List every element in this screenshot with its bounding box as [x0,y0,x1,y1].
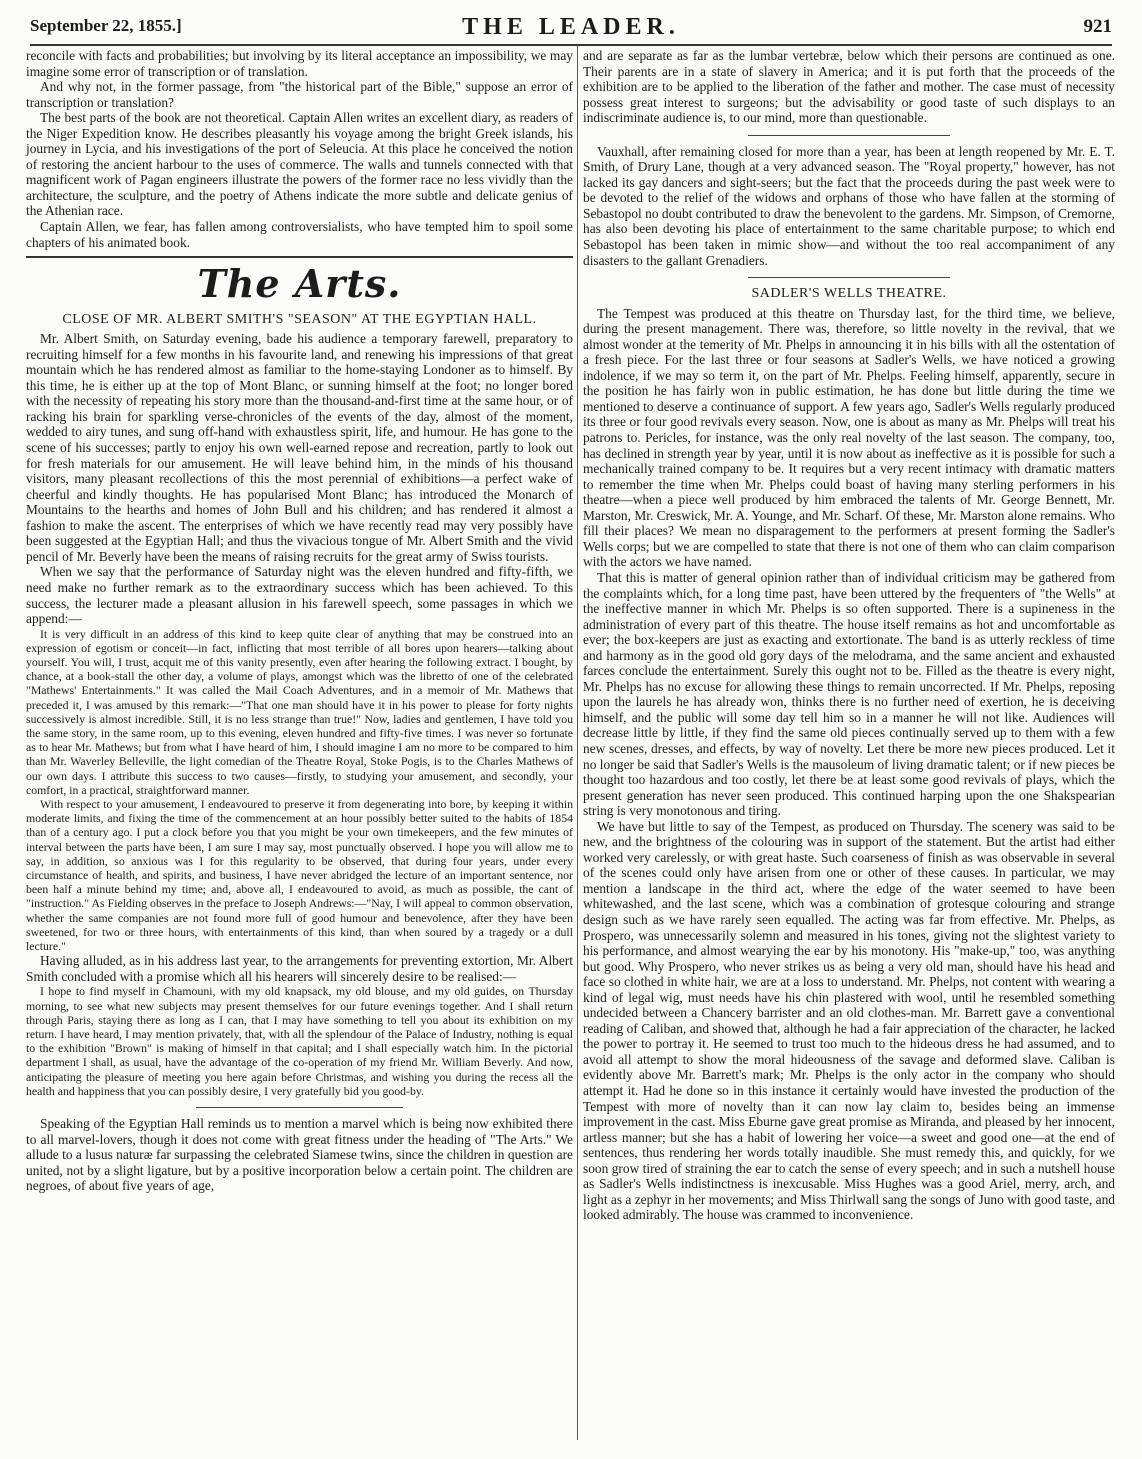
paragraph: Speaking of the Egyptian Hall reminds us to mention a marvel which is being now exhibited there to all marvel-lovers, though it does not come with great fitness under the heading of "The Arts." We allude to a lusus naturæ far surpassing the celebrated Siamese twins, since the children in question are united, not by a slight ligature, but by a positive incorporation below a certain point. The children are negroes, of about five years of age, [26,1115,573,1194]
page-header [30,14,1112,44]
column-divider [577,46,578,1440]
right-column [583,48,1115,1223]
section-title: The Arts. [197,261,402,307]
paragraph: That this is matter of general opinion rather than of individual criticism may be gathered from the complaints which, for a long time past, have been uttered by the frequenters of "the Wells" at the ineffective manner in which Mr. Phelps is so often supported. There is a supineness in the administration of every part of this theatre. The house itself remains as hot and uncomfortable as ever; the box-keepers are just as exacting and extortionate. The band is as utterly reckless of time and harmony as in the good old gory days of the melodrama, and the same ancient and exhausted farces conclude the entertainment. Surely this ought not to be. Filled as the theatre is every night, Mr. Phelps has no excuse for allowing these things to remain uncorrected. If Mr. Phelps, reposing upon the laurels he has already won, thinks there is no further need of exertion, he is deceiving himself, and the public will some day tell him so in a manner he will not like. Audiences will decrease little by little, if they find the same old pieces continually served up to them with a few new scenes, dresses, and effects, by way of novelty. Let there be more new pieces produced. Let it no longer be said that Sadler's Wells is the mausoleum of living dramatic talent; or if new pieces be thought too hazardous and too costly, let there be at least some good revivals of plays, which the present generation has never seen produced. This continued harping upon the one Shakspearian string is very monotonous and tiring. [583,569,1115,819]
newspaper-title: THE LEADER. [462,14,680,40]
quote-paragraph: It is very difficult in an address of this kind to keep quite clear of anything that may be construed into an expression of egotism or conceit—in fact, inflicting that most terrible of all bores upon hearers—talking about yourself. You will, I trust, acquit me of this vanity presently, even after hearing the following extract. I bought, by chance, at a book-stall the other day, a volume of plays, amongst which was the libretto of one of the celebrated "Mathews' Entertainments." It was called the Mail Coach Adventures, and in a memoir of Mr. Mathews that preceded it, I was amused by this remark:—"That one man should have it in his power to please for forty nights successively is almost incredible. Still, it is no less strange than true!" Now, ladies and gentlemen, I have told you the same story, in the same room, up to this evening, eleven hundred and fifty-five times. I was never so fortunate as to hear Mr. Mathews; but from what I have heard of him, I should imagine I am no more to be compared to him than Mr. Waverley Belleville, the light comedian of the Theatre Royal, Stoke Pogis, is to the Charles Mathews of our own days. I attribute this success to two causes—firstly, to studying your amusement, and secondly, your comfort, in a practical, straightforward manner. [26,626,573,797]
left-column [26,48,573,1194]
paragraph: Captain Allen, we fear, has fallen among controversialists, who have tempted him to spoil some chapters of his animated book. [26,219,573,250]
paragraph: Vauxhall, after remaining closed for more than a year, has been at length reopened by Mr. E. T. Smith, of Drury Lane, though at a very advanced season. The "Royal property," however, has not lacked its gay dancers and sight-seers; but the fact that the proceeds during the past week were to be devoted to the relief of the widows and orphans of those who have fallen at the storming of Sebastopol no doubt contributed to draw the benevolent to the gardens. Mr. Simpson, of Cremorne, has also been devoting his place of entertainment to the same charitable purpose; to which end Sebastopol has been taken in mimic show—and without the too real accompaniment of any disasters to the gallant Grenadiers. [583,143,1115,268]
paragraph: and are separate as far as the lumbar vertebræ, below which their persons are continued as one. Their parents are in a state of slavery in America; and it is put forth that the proceeds of the exhibition are to be applied to the liberation of the father and mother. The case must of necessity possess great interest to surgeons; but the advisability or good taste of such displays to an indiscriminate audience is, to our mind, more than questionable. [583,48,1115,126]
page-number: 921 [1083,16,1112,37]
paragraph: Having alluded, as in his address last year, to the arrangements for preventing extortion, Mr. Albert Smith concluded with a promise which all his hearers will sincerely desire to be realised:— [26,953,573,984]
header-rule [30,44,1112,46]
separator-rule [196,1107,404,1108]
paragraph: We have but little to say of the Tempest, as produced on Thursday. The scenery was said to be new, and the brightness of the colouring was in support of the statement. But the artist had either worked very carelessly, or with great haste. Such coarseness of finish as was observable in several of the scenes could only have arisen from one or other of these causes. In particular, we may mention a landscape in the third act, where the edge of the water seemed to have been whitewashed, and the last scene, which was a combination of grotesque colouring and strange design such as we have rarely seen equalled. The acting was far from effective. Mr. Phelps, as Prospero, was unnecessarily solemn and measured in his tones, giving not the slightest variety to his performance, and almost wearying the ear by his monotony. His "make-up," too, was anything but good. Why Prospero, who never strikes us as being a very old man, should have his head and face so clothed in white hair, we are at a loss to understand. Mr. Phelps, not content with wearing a kind of legal wig, must needs have his chin plastered with wool, until he resembled something undecided between a Chancery barrister and an old clothes-man. Mr. Barrett gave a conventional reading of Caliban, and showed that, although he had a fair appreciation of the character, he lacked the power to portray it. He seemed to trust too much to the hideous dress he had assumed, and to avoid all attempt to show the moral hideousness of the savage and deformed slave. Caliban is evidently above Mr. Barrett's mark; Mr. Phelps is the only actor in the company who should attempt it. Had he done so in this instance it certainly would have invested the production of the Tempest with more of novelty than it can now lay claim to, besides being an immense improvement in the cast. Miss Eburne gave great promise as Miranda, and pleased by her innocent, artless manner; but she has a habit of lowering her voice—a sweet and good one—at the end of sentences, thus rendering her words totally inaudible. She must remedy this, and quickly, for we soon grow tired of straining the ear to catch the sense of every speech; and in such a nutshell house as Sadler's Wells indistinctness is inexcusable. Miss Hughes was a good Ariel, merry, arch, and light as a zephyr in her movements; and Miss Thirlwall sang the songs of Juno with good taste, and looked admirably. The house was crammed to inconvenience. [583,818,1115,1223]
quote-paragraph: With respect to your amusement, I endeavoured to preserve it from degenerating into bore, by keeping it within moderate limits, and fixing the time of the commencement at an hour possibly better suited to the habits of 1854 than of a century ago. I put a clock before you that you might be your own timekeepers, and the few minutes of interval between the parts have been, I am sure I may say, most punctually observed. I hope you will allow me to say, in addition, so anxious was I for this regularity to be observed, that during four years, under every circumstance of health, and spirits, and business, I have never abridged the lecture of an important sentence, nor been half a minute behind my time; and, above all, I endeavoured to avoid, as much as possible, the cant of "instruction." As Fielding observes in the preface to Joseph Andrews:—"Nay, I will appeal to common observation, whether the same companies are not found more full of good humour and benevolence, after they have been sweetened, for two or three hours, with entertainments of this kind, than when soured by a tragedy or a dull lecture." [26,797,573,954]
paragraph: And why not, in the former passage, from "the historical part of the Bible," suppose an error of transcription or translation? [26,79,573,110]
paragraph: reconcile with facts and probabilities; but involving by its literal acceptance an impossibility, we may imagine some error of transcription or of translation. [26,48,573,79]
article-title: SADLER'S WELLS THEATRE. [751,286,947,302]
paragraph: The best parts of the book are not theoretical. Captain Allen writes an excellent diary, as readers of the Niger Expedition know. He describes pleasantly his voyage among the bright Greek islands, his journey in Lycia, and his investigations of the port of Seleucia. At this place he conceived the notion of restoring the ancient harbour to the uses of commerce. The walls and tunnels connected with that magnificent work of Pagan engineers illustrate the powers of the former race no less vividly than the architecture, the sculpture, and the poetry of Athens indicate the more subtle and delicate genius of the Athenian race. [26,110,573,219]
issue-date: September 22, 1855.] [30,16,182,35]
paragraph: Mr. Albert Smith, on Saturday evening, bade his audience a temporary farewell, preparatory to recruiting himself for a few months in his favourite land, and renewing his impressions of that great mountain which he has rendered almost as familiar to the home-staying Londoner as to himself. By this time, he is either up at the top of Mont Blanc, or sunning himself at the foot; no longer bored with the necessity of repeating his story more than the thousand-and-first time at the same hour, or of racking his brain for sparkling verse-chronicles of the events of the day, almost of the moment, wedded to airy tunes, and sung off-hand with exhaustless spirit, life, and humour. He has gone to the scene of his successes; partly to enjoy his own well-earned repose and recreation, partly to look out for fresh materials for our amusement. He will leave behind him, in the minds of his thousand visitors, many pleasant recollections of this the most perennial of exhibitions—a perfect wake of cheerful and kindly thoughts. He has popularised Mont Blanc; has introduced the Monarch of Mountains to the hearths and homes of John Bull and his children; and has rendered it almost a fashion to make the ascent. The enterprises of which we have recently read may very possibly have been suggested at the Egyptian Hall; and thus the vivacious tongue of Mr. Albert Smith and the vivid pencil of Mr. Beverly have been the means of raising recruits for the great army of Swiss tourists. [26,331,573,564]
separator-rule [748,135,950,136]
section-rule [26,256,573,258]
separator-rule [748,277,950,278]
quote-paragraph: I hope to find myself in Chamouni, with my old knapsack, my old blouse, and my old guides, on Thursday morning, to see what new subjects may present themselves for our future evenings together. And I shall return through Paris, staying there as long as I can, that I may have something to tell you about its exhibition on my return. I have heard, I may mention privately, that, with all the splendour of the Palace of Industry, nothing is equal to the exhibition "Brown" is making of himself in that capital; and I shall especially watch him. In the pictorial department I shall, as usual, have the advantage of the co-operation of my friend Mr. William Beverly. And now, anticipating the pleasure of meeting you here again before Christmas, and wishing you during the recess all the health and happiness that you can possibly desire, I very gratefully bid you good-by. [26,984,573,1098]
paragraph: The Tempest was produced at this theatre on Thursday last, for the third time, we believe, during the present management. There was, therefore, so little novelty in the revival, that we almost wonder at the temerity of Mr. Phelps in announcing it in his bills with all the ostentation of a fresh piece. For the last three or four seasons at Sadler's Wells, we have noticed a growing indolence, if we may so term it, on the part of Mr. Phelps. Feeling himself, apparently, secure in the position he has fairly won in public estimation, he has done but little during the time we mentioned to deserve a continuance of support. A few years ago, Sadler's Wells regularly produced its three or four good revivals every season. Now, one is about as many as Mr. Phelps will treat his patrons to. Pericles, for instance, was the only real novelty of the last season. The company, too, has declined in strength year by year, until it is now about as ineffective as it is possible for such a mechanically trained company to be. It requires but a very recent intimacy with dramatic matters to remember the time when Mr. Phelps could boast of having many sterling performers in his theatre—when a piece well produced by him embraced the talents of Mr. George Bennett, Mr. Marston, Mr. Creswick, Mr. A. Younge, and Mr. Scharf. Of these, Mr. Marston alone remains. Who fill their places? We mean no disparagement to the performers at present forming the Sadler's Wells corps; but we are compelled to state that there is not one of them who can claim comparison with the actors we have named. [583,305,1115,570]
paragraph: When we say that the performance of Saturday night was the eleven hundred and fifty-fifth, we need make no further remark as to the extraordinary success which has been achieved. To this success, the lecturer made a pleasant allusion in his farewell speech, some passages in which we append:— [26,564,573,627]
article-title: CLOSE OF MR. ALBERT SMITH'S "SEASON" AT THE EGYPTIAN HALL. [62,311,537,327]
